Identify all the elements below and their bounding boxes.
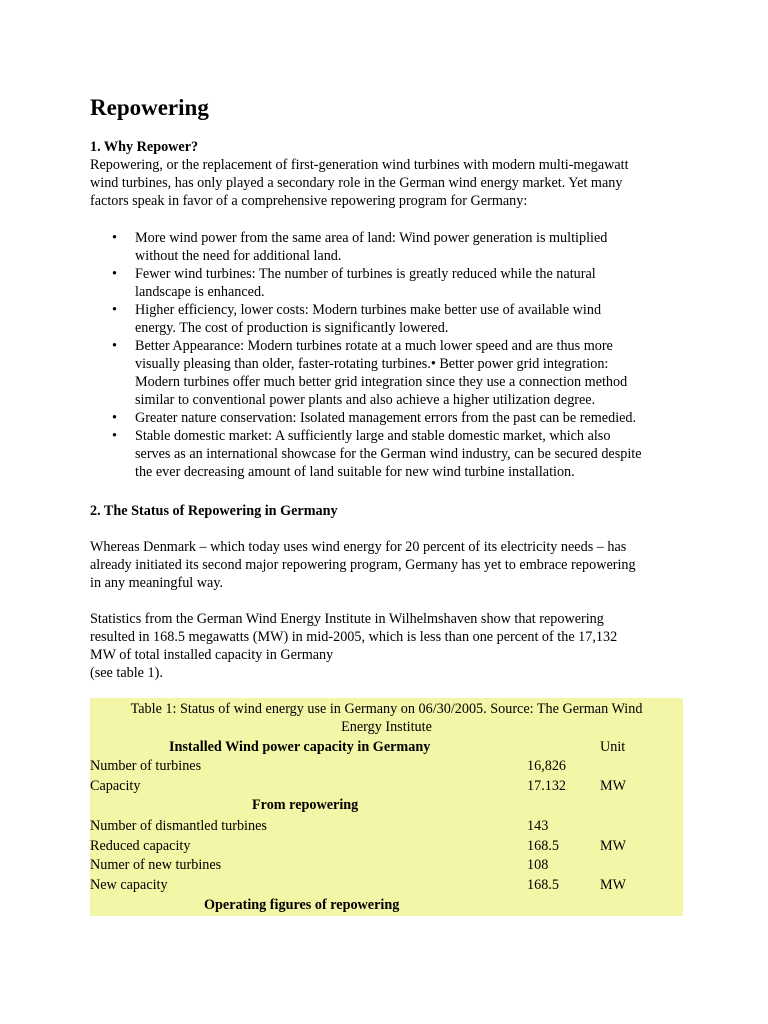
list-item: [90, 265, 685, 301]
table-row-value: 17.132: [527, 778, 567, 794]
caption-line: Table 1: Status of wind energy use in Germany on 06/30/2005. Source: The German Wind: [130, 701, 643, 717]
text-line: resulted in 168.5 megawatts (MW) in mid-2005, which is less than one percent of the 17,132: [90, 629, 618, 645]
document-title: Repowering: [90, 95, 209, 120]
text-line: Higher efficiency, lower costs: Modern turbines make better use of available wind: [135, 302, 602, 318]
section-1-intro: [90, 156, 685, 210]
table-row-unit: MW: [600, 838, 627, 854]
text-line: Better Appearance: Modern turbines rotate at a much lower speed and are thus more: [135, 338, 613, 354]
bullet-icon: •: [112, 302, 117, 318]
text-line: similar to conventional power plants and also achieve a higher utilization degree.: [135, 392, 596, 408]
text-line: factors speak in favor of a comprehensive repowering program for Germany:: [90, 193, 528, 209]
text-line: wind turbines, has only played a secondary role in the German wind energy market. Yet many: [90, 175, 623, 191]
list-item: [90, 337, 685, 409]
section-2-paragraph-1: [90, 538, 685, 592]
list-item: [90, 409, 685, 427]
text-line: Modern turbines offer much better grid integration since they use a connection method: [135, 374, 628, 390]
caption-line: Energy Institute: [341, 719, 432, 735]
section-1-heading: 1. Why Repower?: [90, 139, 199, 155]
table-row-value: 168.5: [527, 838, 559, 854]
list-item: [90, 301, 685, 337]
bullet-icon: •: [112, 410, 117, 426]
table-caption: [90, 700, 683, 736]
unit-column-header: Unit: [600, 739, 626, 755]
list-item: [90, 427, 685, 481]
bullet-icon: •: [112, 266, 117, 282]
text-line: Repowering, or the replacement of first-generation wind turbines with modern multi-megawatt: [90, 157, 629, 173]
table-row-value: 16,826: [527, 758, 567, 774]
text-line: the ever decreasing amount of land suitable for new wind turbine installation.: [135, 464, 575, 480]
table-row-value: 108: [527, 857, 549, 873]
table-row-label: Numer of new turbines: [90, 857, 222, 873]
bullet-icon: •: [112, 338, 117, 354]
table-group-heading: Operating figures of repowering: [204, 897, 400, 913]
text-line: More wind power from the same area of land: Wind power generation is multiplied: [135, 230, 608, 246]
table-row-unit: MW: [600, 877, 627, 893]
text-line: landscape is enhanced.: [135, 284, 265, 300]
text-line: Greater nature conservation: Isolated management errors from the past can be remedied.: [135, 410, 637, 426]
text-line: without the need for additional land.: [135, 248, 342, 264]
section-2-heading: 2. The Status of Repowering in Germany: [90, 503, 338, 519]
list-item: [90, 229, 685, 265]
table-row-label: Capacity: [90, 778, 141, 794]
wind-energy-table: [90, 698, 683, 916]
table-row-label: Number of turbines: [90, 758, 202, 774]
table-row-unit: MW: [600, 778, 627, 794]
table-group-heading: From repowering: [252, 797, 359, 813]
text-line: MW of total installed capacity in Germany: [90, 647, 334, 663]
text-line: (see table 1).: [90, 665, 163, 681]
text-line: Stable domestic market: A sufficiently large and stable domestic market, which also: [135, 428, 611, 444]
text-line: serves as an international showcase for the German wind industry, can be secured despite: [135, 446, 642, 462]
text-line: Whereas Denmark – which today uses wind energy for 20 percent of its electricity needs – has: [90, 539, 627, 555]
text-line: already initiated its second major repowering program, Germany has yet to embrace repowering: [90, 557, 636, 573]
bullet-icon: •: [112, 428, 117, 444]
text-line: visually pleasing than older, faster-rotating turbines.• Better power grid integration:: [135, 356, 609, 372]
benefits-list: [90, 229, 685, 481]
bullet-icon: •: [112, 230, 117, 246]
table-row-label: Reduced capacity: [90, 838, 191, 854]
text-line: Statistics from the German Wind Energy Institute in Wilhelmshaven show that repowering: [90, 611, 604, 627]
text-line: in any meaningful way.: [90, 575, 224, 591]
table-row-value: 168.5: [527, 877, 559, 893]
text-line: Fewer wind turbines: The number of turbines is greatly reduced while the natural: [135, 266, 596, 282]
table-row-value: 143: [527, 818, 549, 834]
text-line: energy. The cost of production is significantly lowered.: [135, 320, 449, 336]
table-row-label: Number of dismantled turbines: [90, 818, 267, 834]
table-row-label: New capacity: [90, 877, 168, 893]
section-2-paragraph-2: [90, 610, 685, 682]
table-group-heading: Installed Wind power capacity in Germany: [169, 739, 431, 755]
